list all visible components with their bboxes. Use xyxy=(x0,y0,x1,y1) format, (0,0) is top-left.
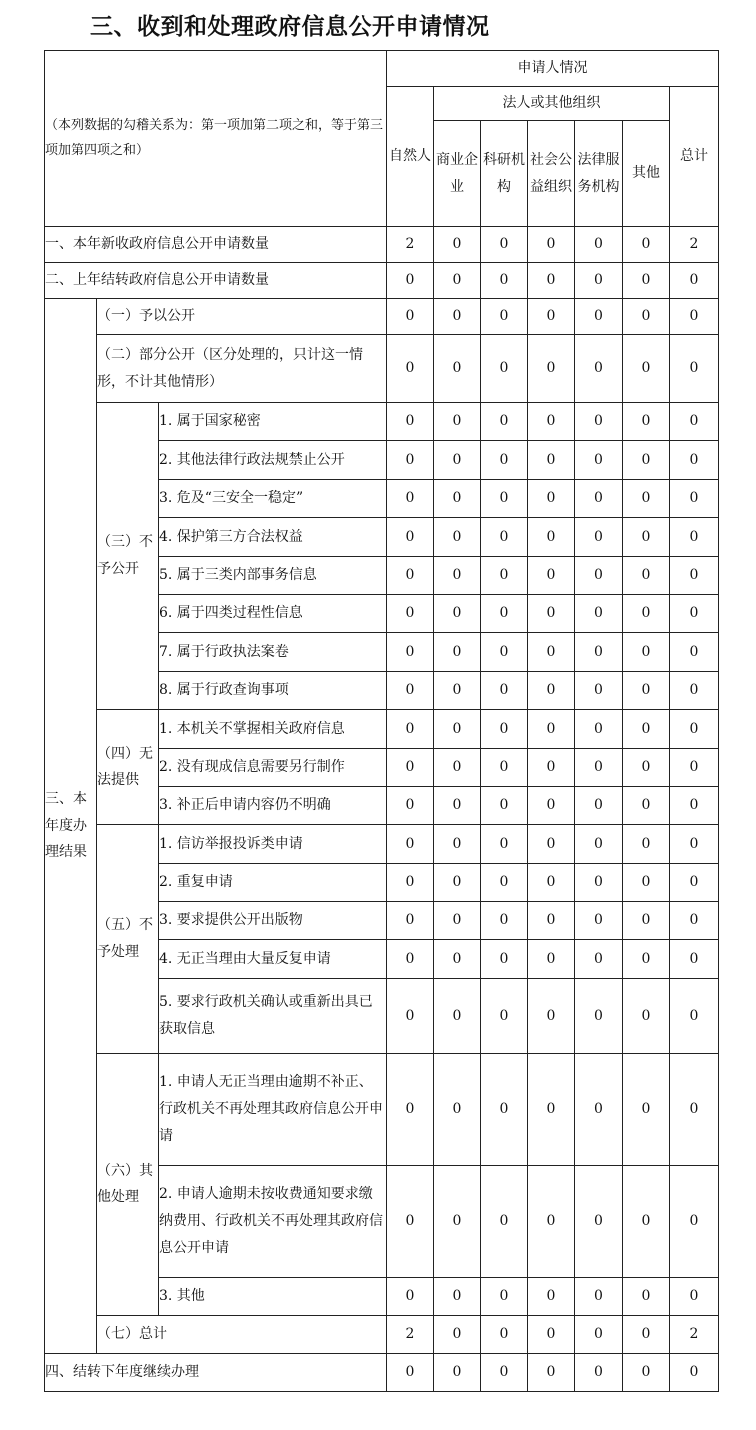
value-cell: 0 xyxy=(434,518,481,556)
table-row xyxy=(45,403,719,441)
value-cell: 0 xyxy=(528,556,575,594)
value-cell: 0 xyxy=(528,1315,575,1353)
value-cell: 0 xyxy=(434,633,481,671)
value-cell: 0 xyxy=(670,556,719,594)
value-cell: 0 xyxy=(575,786,623,824)
value-cell: 0 xyxy=(434,940,481,978)
table-row xyxy=(45,1353,719,1391)
group-label: （五）不予处理 xyxy=(97,825,159,1054)
value-cell: 0 xyxy=(528,940,575,978)
value-cell: 0 xyxy=(623,825,670,863)
section-three-label: 三、本年度办理结果 xyxy=(45,299,97,1354)
item-label: 3. 要求提供公开出版物 xyxy=(159,902,387,940)
item-label: 1. 信访举报投诉类申请 xyxy=(159,825,387,863)
value-cell: 0 xyxy=(575,633,623,671)
value-cell: 0 xyxy=(481,1277,528,1315)
value-cell: 0 xyxy=(528,441,575,479)
header-research: 科研机构 xyxy=(481,121,528,227)
value-cell: 0 xyxy=(481,403,528,441)
value-cell: 0 xyxy=(670,1053,719,1165)
value-cell: 0 xyxy=(434,902,481,940)
value-cell: 0 xyxy=(623,978,670,1053)
value-cell: 0 xyxy=(434,786,481,824)
value-cell: 0 xyxy=(528,1277,575,1315)
value-cell: 0 xyxy=(481,825,528,863)
value-cell: 0 xyxy=(528,518,575,556)
value-cell: 0 xyxy=(575,671,623,709)
item-label: 1. 本机关不掌握相关政府信息 xyxy=(159,710,387,748)
value-cell: 0 xyxy=(623,710,670,748)
value-cell: 0 xyxy=(387,940,434,978)
value-cell: 0 xyxy=(387,710,434,748)
value-cell: 0 xyxy=(387,902,434,940)
group-label: （六）其他处理 xyxy=(97,1053,159,1315)
row-label: （一）予以公开 xyxy=(97,299,387,335)
value-cell: 0 xyxy=(434,479,481,517)
value-cell: 0 xyxy=(387,556,434,594)
item-label: 2. 重复申请 xyxy=(159,863,387,901)
header-law-service: 法律服务机构 xyxy=(575,121,623,227)
value-cell: 0 xyxy=(575,978,623,1053)
value-cell: 0 xyxy=(387,335,434,403)
value-cell: 0 xyxy=(481,671,528,709)
value-cell: 0 xyxy=(623,227,670,263)
value-cell: 0 xyxy=(434,1315,481,1353)
value-cell: 0 xyxy=(623,594,670,632)
table-row xyxy=(45,1315,719,1353)
value-cell: 0 xyxy=(387,748,434,786)
value-cell: 0 xyxy=(575,1353,623,1391)
header-natural-person: 自然人 xyxy=(387,87,434,227)
value-cell: 0 xyxy=(481,556,528,594)
value-cell: 0 xyxy=(481,479,528,517)
value-cell: 2 xyxy=(387,227,434,263)
value-cell: 0 xyxy=(481,263,528,299)
value-cell: 0 xyxy=(623,1277,670,1315)
value-cell: 0 xyxy=(623,263,670,299)
header-business: 商业企业 xyxy=(434,121,481,227)
value-cell: 0 xyxy=(670,1353,719,1391)
value-cell: 0 xyxy=(623,335,670,403)
row-label: 四、结转下年度继续办理 xyxy=(45,1353,387,1391)
value-cell: 0 xyxy=(387,1165,434,1277)
value-cell: 0 xyxy=(670,786,719,824)
item-label: 4. 保护第三方合法权益 xyxy=(159,518,387,556)
value-cell: 0 xyxy=(575,1165,623,1277)
value-cell: 0 xyxy=(575,594,623,632)
table-row xyxy=(45,299,719,335)
value-cell: 0 xyxy=(481,1053,528,1165)
table-row xyxy=(45,227,719,263)
value-cell: 0 xyxy=(623,786,670,824)
value-cell: 0 xyxy=(623,902,670,940)
table-row xyxy=(45,263,719,299)
value-cell: 0 xyxy=(575,902,623,940)
value-cell: 0 xyxy=(528,863,575,901)
value-cell: 0 xyxy=(434,441,481,479)
value-cell: 0 xyxy=(434,335,481,403)
application-stats-table xyxy=(44,50,719,1392)
row-label: （二）部分公开（区分处理的，只计这一情形，不计其他情形） xyxy=(97,335,387,403)
value-cell: 0 xyxy=(434,825,481,863)
value-cell: 0 xyxy=(387,1353,434,1391)
value-cell: 0 xyxy=(575,1315,623,1353)
item-label: 5. 属于三类内部事务信息 xyxy=(159,556,387,594)
value-cell: 0 xyxy=(575,748,623,786)
group-label: （四）无法提供 xyxy=(97,710,159,825)
value-cell: 0 xyxy=(528,1053,575,1165)
table-row xyxy=(45,1053,719,1165)
value-cell: 0 xyxy=(623,671,670,709)
value-cell: 0 xyxy=(387,1053,434,1165)
value-cell: 2 xyxy=(387,1315,434,1353)
value-cell: 0 xyxy=(481,940,528,978)
group-label: （三）不予公开 xyxy=(97,403,159,710)
value-cell: 0 xyxy=(481,978,528,1053)
value-cell: 0 xyxy=(670,403,719,441)
value-cell: 0 xyxy=(623,1053,670,1165)
value-cell: 0 xyxy=(670,299,719,335)
value-cell: 0 xyxy=(528,594,575,632)
value-cell: 0 xyxy=(481,1165,528,1277)
value-cell: 0 xyxy=(387,633,434,671)
value-cell: 0 xyxy=(387,299,434,335)
value-cell: 0 xyxy=(481,902,528,940)
value-cell: 0 xyxy=(434,1277,481,1315)
value-cell: 0 xyxy=(623,403,670,441)
item-label: 1. 属于国家秘密 xyxy=(159,403,387,441)
row-label: （七）总计 xyxy=(97,1315,387,1353)
value-cell: 0 xyxy=(623,1315,670,1353)
value-cell: 0 xyxy=(670,825,719,863)
value-cell: 0 xyxy=(670,518,719,556)
table-row xyxy=(45,825,719,863)
item-label: 8. 属于行政查询事项 xyxy=(159,671,387,709)
value-cell: 0 xyxy=(528,335,575,403)
value-cell: 0 xyxy=(670,335,719,403)
value-cell: 0 xyxy=(387,978,434,1053)
value-cell: 0 xyxy=(387,671,434,709)
value-cell: 0 xyxy=(434,263,481,299)
item-label: 2. 没有现成信息需要另行制作 xyxy=(159,748,387,786)
item-label: 3. 补正后申请内容仍不明确 xyxy=(159,786,387,824)
value-cell: 0 xyxy=(623,299,670,335)
value-cell: 0 xyxy=(481,786,528,824)
header-others: 其他 xyxy=(623,121,670,227)
value-cell: 0 xyxy=(387,518,434,556)
value-cell: 0 xyxy=(528,786,575,824)
value-cell: 0 xyxy=(528,479,575,517)
value-cell: 0 xyxy=(481,1315,528,1353)
value-cell: 0 xyxy=(670,710,719,748)
value-cell: 0 xyxy=(575,403,623,441)
value-cell: 0 xyxy=(623,518,670,556)
value-cell: 0 xyxy=(623,441,670,479)
value-cell: 0 xyxy=(623,1165,670,1277)
value-cell: 0 xyxy=(481,633,528,671)
value-cell: 0 xyxy=(528,227,575,263)
value-cell: 0 xyxy=(528,902,575,940)
item-label: 5. 要求行政机关确认或重新出具已获取信息 xyxy=(159,978,387,1053)
value-cell: 0 xyxy=(670,671,719,709)
value-cell: 0 xyxy=(623,863,670,901)
value-cell: 0 xyxy=(528,671,575,709)
item-label: 2. 申请人逾期未按收费通知要求缴纳费用、行政机关不再处理其政府信息公开申请 xyxy=(159,1165,387,1277)
value-cell: 0 xyxy=(575,479,623,517)
value-cell: 0 xyxy=(528,633,575,671)
value-cell: 0 xyxy=(434,299,481,335)
value-cell: 0 xyxy=(670,441,719,479)
value-cell: 0 xyxy=(623,633,670,671)
item-label: 3. 危及“三安全一稳定” xyxy=(159,479,387,517)
value-cell: 0 xyxy=(434,748,481,786)
value-cell: 0 xyxy=(528,710,575,748)
header-applicant: 申请人情况 xyxy=(387,51,719,87)
value-cell: 0 xyxy=(623,1353,670,1391)
value-cell: 0 xyxy=(623,479,670,517)
value-cell: 0 xyxy=(670,748,719,786)
value-cell: 0 xyxy=(670,263,719,299)
value-cell: 0 xyxy=(387,786,434,824)
value-cell: 0 xyxy=(575,710,623,748)
value-cell: 0 xyxy=(528,748,575,786)
value-cell: 0 xyxy=(387,479,434,517)
value-cell: 2 xyxy=(670,227,719,263)
item-label: 3. 其他 xyxy=(159,1277,387,1315)
value-cell: 0 xyxy=(670,1277,719,1315)
value-cell: 0 xyxy=(575,1053,623,1165)
value-cell: 0 xyxy=(575,335,623,403)
value-cell: 0 xyxy=(387,263,434,299)
value-cell: 0 xyxy=(481,1353,528,1391)
value-cell: 0 xyxy=(481,863,528,901)
value-cell: 0 xyxy=(575,441,623,479)
value-cell: 0 xyxy=(528,978,575,1053)
value-cell: 0 xyxy=(387,403,434,441)
value-cell: 0 xyxy=(434,1053,481,1165)
header-total: 总计 xyxy=(670,87,719,227)
item-label: 2. 其他法律行政法规禁止公开 xyxy=(159,441,387,479)
item-label: 1. 申请人无正当理由逾期不补正、行政机关不再处理其政府信息公开申请 xyxy=(159,1053,387,1165)
value-cell: 0 xyxy=(481,710,528,748)
value-cell: 0 xyxy=(434,594,481,632)
value-cell: 0 xyxy=(575,299,623,335)
value-cell: 0 xyxy=(434,556,481,594)
value-cell: 0 xyxy=(575,556,623,594)
value-cell: 0 xyxy=(481,299,528,335)
value-cell: 0 xyxy=(481,335,528,403)
value-cell: 0 xyxy=(434,403,481,441)
value-cell: 0 xyxy=(575,263,623,299)
table-row xyxy=(45,710,719,748)
value-cell: 0 xyxy=(528,825,575,863)
value-cell: 0 xyxy=(623,748,670,786)
value-cell: 0 xyxy=(434,1165,481,1277)
value-cell: 0 xyxy=(481,748,528,786)
value-cell: 0 xyxy=(481,594,528,632)
value-cell: 0 xyxy=(575,940,623,978)
value-cell: 0 xyxy=(528,263,575,299)
item-label: 7. 属于行政执法案卷 xyxy=(159,633,387,671)
page-title: 三、收到和处理政府信息公开申请情况 xyxy=(90,14,490,40)
value-cell: 0 xyxy=(575,825,623,863)
value-cell: 0 xyxy=(528,403,575,441)
row-label: 二、上年结转政府信息公开申请数量 xyxy=(45,263,387,299)
value-cell: 0 xyxy=(387,1277,434,1315)
value-cell: 0 xyxy=(481,227,528,263)
value-cell: 0 xyxy=(481,441,528,479)
value-cell: 0 xyxy=(670,940,719,978)
value-cell: 0 xyxy=(575,863,623,901)
value-cell: 0 xyxy=(528,299,575,335)
value-cell: 0 xyxy=(575,227,623,263)
value-cell: 2 xyxy=(670,1315,719,1353)
value-cell: 0 xyxy=(387,825,434,863)
value-cell: 0 xyxy=(670,479,719,517)
table-row xyxy=(45,335,719,403)
value-cell: 0 xyxy=(528,1165,575,1277)
header-social-org: 社会公益组织 xyxy=(528,121,575,227)
value-cell: 0 xyxy=(575,1277,623,1315)
value-cell: 0 xyxy=(623,940,670,978)
value-cell: 0 xyxy=(481,518,528,556)
value-cell: 0 xyxy=(434,671,481,709)
value-cell: 0 xyxy=(670,594,719,632)
value-cell: 0 xyxy=(387,863,434,901)
value-cell: 0 xyxy=(434,978,481,1053)
value-cell: 0 xyxy=(623,556,670,594)
row-label: 一、本年新收政府信息公开申请数量 xyxy=(45,227,387,263)
header-note: （本列数据的勾稽关系为：第一项加第二项之和，等于第三项加第四项之和） xyxy=(45,51,387,227)
value-cell: 0 xyxy=(528,1353,575,1391)
value-cell: 0 xyxy=(670,1165,719,1277)
value-cell: 0 xyxy=(434,227,481,263)
item-label: 6. 属于四类过程性信息 xyxy=(159,594,387,632)
value-cell: 0 xyxy=(434,1353,481,1391)
value-cell: 0 xyxy=(670,863,719,901)
value-cell: 0 xyxy=(434,863,481,901)
value-cell: 0 xyxy=(387,441,434,479)
header-legal-group: 法人或其他组织 xyxy=(434,87,670,121)
value-cell: 0 xyxy=(670,902,719,940)
value-cell: 0 xyxy=(387,594,434,632)
item-label: 4. 无正当理由大量反复申请 xyxy=(159,940,387,978)
value-cell: 0 xyxy=(670,633,719,671)
value-cell: 0 xyxy=(670,978,719,1053)
value-cell: 0 xyxy=(575,518,623,556)
value-cell: 0 xyxy=(434,710,481,748)
